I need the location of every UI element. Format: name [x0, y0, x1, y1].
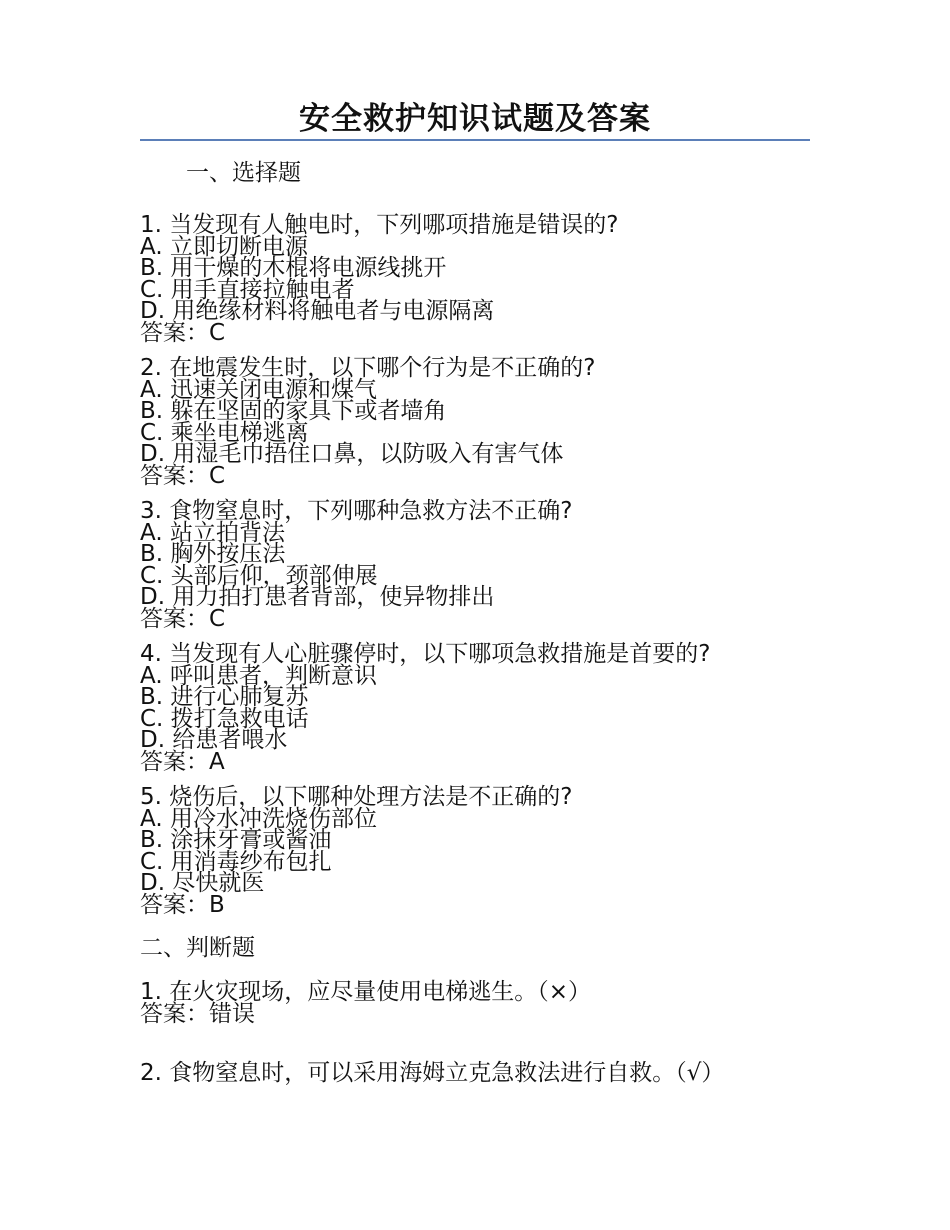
section-heading-judgement: 二、判断题 — [140, 935, 255, 961]
document-body — [140, 155, 820, 1085]
answer-text: 答案：错误 — [140, 1000, 255, 1027]
question-text: 3. 食物窒息时，下列哪种急救方法不正确? — [140, 498, 573, 524]
option-b: B. 躲在坚固的家具下或者墙角 — [140, 398, 447, 424]
question-text: 5. 烧伤后，以下哪种处理方法是不正确的? — [140, 784, 573, 810]
option-a: A. 呼叫患者，判断意识 — [140, 662, 377, 689]
option-b: B. 进行心肺复苏 — [140, 684, 309, 710]
answer-text: 答案：B — [140, 891, 225, 918]
question-text: 4. 当发现有人心脏骤停时，以下哪项急救措施是首要的? — [140, 641, 711, 667]
option-b: B. 涂抹牙膏或酱油 — [140, 827, 332, 853]
question-text: 1. 在火灾现场，应尽量使用电梯逃生。（×） — [140, 979, 592, 1005]
option-b: B. 用干燥的木棍将电源线挑开 — [140, 255, 447, 281]
choice-question-5 — [140, 784, 820, 918]
choice-question-2 — [140, 355, 820, 489]
choice-question-3 — [140, 498, 820, 632]
option-c: C. 乘坐电梯逃离 — [140, 419, 309, 446]
option-d: D. 用湿毛巾捂住口鼻，以防吸入有害气体 — [140, 441, 564, 467]
judge-question-2 — [140, 1060, 820, 1086]
choice-question-1 — [140, 212, 820, 346]
option-b: B. 胸外按压法 — [140, 541, 286, 567]
option-c: C. 拨打急救电话 — [140, 705, 309, 732]
option-d: D. 用绝缘材料将触电者与电源隔离 — [140, 298, 495, 324]
question-text: 2. 在地震发生时，以下哪个行为是不正确的? — [140, 355, 596, 381]
option-a: A. 迅速关闭电源和煤气 — [140, 376, 377, 403]
document-title: 安全救护知识试题及答案 — [299, 101, 651, 137]
answer-text: 答案：C — [140, 319, 226, 346]
answer-text: 答案：A — [140, 748, 225, 775]
option-d: D. 尽快就医 — [140, 870, 265, 896]
option-c: C. 用手直接拉触电者 — [140, 276, 355, 303]
question-text: 1. 当发现有人触电时，下列哪项措施是错误的? — [140, 212, 619, 238]
option-a: A. 站立拍背法 — [140, 519, 285, 546]
answer-text: 答案：C — [140, 605, 226, 632]
option-d: D. 用力拍打患者背部，使异物排出 — [140, 584, 495, 610]
choice-question-4 — [140, 641, 820, 775]
title-underline — [140, 139, 810, 141]
option-d: D. 给患者喂水 — [140, 727, 288, 753]
section-heading-choice: 一、选择题 — [186, 160, 301, 186]
option-c: C. 用消毒纱布包扎 — [140, 848, 332, 875]
option-a: A. 立即切断电源 — [140, 233, 308, 260]
answer-text: 答案：C — [140, 462, 226, 489]
option-c: C. 头部后仰，颈部伸展 — [140, 562, 378, 589]
judge-question-1 — [140, 979, 820, 1027]
option-a: A. 用冷水冲洗烧伤部位 — [140, 805, 377, 832]
question-text: 2. 食物窒息时，可以采用海姆立克急救法进行自救。（√） — [140, 1060, 725, 1086]
